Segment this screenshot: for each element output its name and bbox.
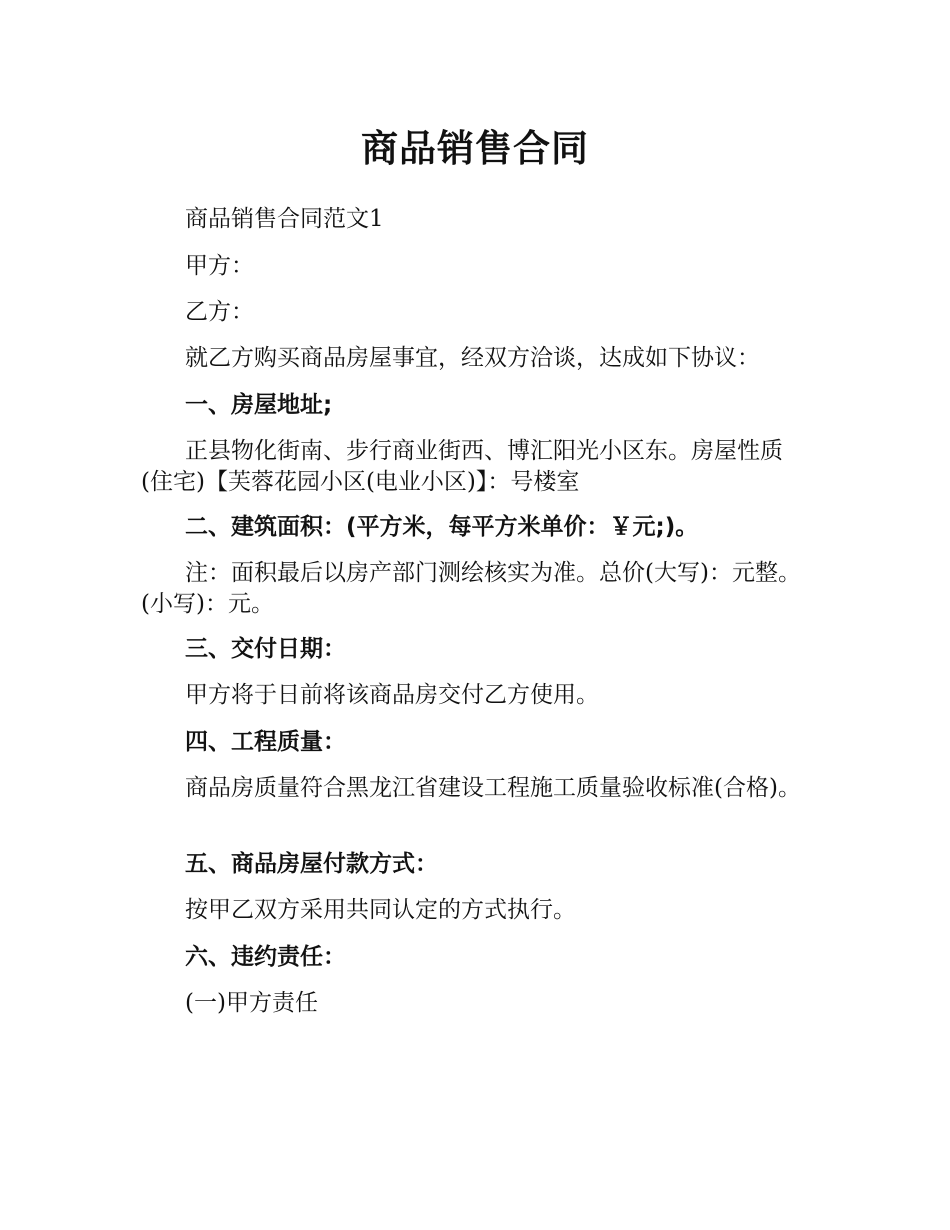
paragraph-party-b: 乙方： [185,299,254,325]
heading-payment: 五、商品房屋付款方式： [185,851,438,877]
heading-liability: 六、违约责任： [185,944,346,970]
paragraph-delivery: 甲方将于日前将该商品房交付乙方使用。 [185,682,599,708]
paragraph-quality: 商品房质量符合黑龙江省建设工程施工质量验收标准(合格)。 [185,775,801,801]
heading-area: 二、建筑面积：(平方米，每平方米单价：￥元;)。 [185,514,699,540]
paragraph-party-a-liability: (一)甲方责任 [185,990,318,1016]
heading-address: 一、房屋地址; [185,392,333,418]
heading-delivery: 三、交付日期： [185,636,346,662]
paragraph-address: 正县物化街南、步行商业街西、博汇阳光小区东。房屋性质(住宅)【芙蓉花园小区(电业小区)】：号楼室 [141,438,783,495]
heading-quality: 四、工程质量： [185,729,346,755]
paragraph-intro: 就乙方购买商品房屋事宜，经双方洽谈，达成如下协议： [185,345,760,371]
paragraph-party-a: 甲方： [185,253,254,279]
document-title: 商品销售合同 [361,127,589,170]
paragraph-subtitle: 商品销售合同范文1 [185,206,384,232]
paragraph-payment: 按甲乙双方采用共同认定的方式执行。 [185,897,576,923]
paragraph-area-note: 注：面积最后以房产部门测绘核实为准。总价(大写)：元整。(小写)：元。 [141,560,801,617]
